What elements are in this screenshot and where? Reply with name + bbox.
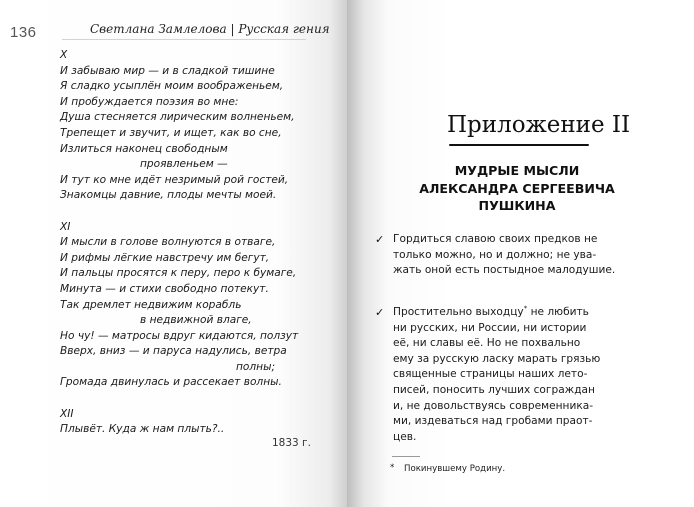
- footnote-divider: [392, 456, 420, 457]
- stanza-number: X: [60, 49, 68, 61]
- poem-line: полны;: [236, 360, 276, 373]
- quote-line: и, не довольствуясь современника-: [393, 399, 594, 412]
- quote-item: [375, 232, 675, 279]
- stanza-xii: [60, 407, 310, 438]
- poem: [60, 48, 310, 453]
- quote-line: жать оной есть постыдное малодушие.: [393, 264, 616, 277]
- footnote-mark: *: [390, 463, 395, 473]
- footnote: [390, 463, 506, 474]
- poem-line: И рифмы лёгкие навстречу им бегут,: [60, 251, 270, 264]
- poem-line: Вверх, вниз — и паруса надулись, ветра: [60, 345, 287, 358]
- quote-line: [393, 305, 675, 321]
- page-number: 136: [10, 24, 37, 41]
- quote-line: цев.: [393, 430, 417, 443]
- poem-line: Трепещет и звучит, и ищет, как во сне,: [60, 126, 282, 139]
- poem-line: в недвижной влаге,: [140, 314, 252, 327]
- appendix-underline: [449, 144, 589, 146]
- right-page: [347, 0, 694, 507]
- checkmark-icon: ✓: [375, 306, 385, 319]
- poem-line: Так дремлет недвижим корабль: [60, 298, 242, 311]
- poem-line: И пробуждается поэзия во мне:: [60, 95, 239, 108]
- poem-line: Громада двинулась и рассекает волны.: [60, 376, 282, 389]
- footnote-reference: *: [523, 304, 528, 313]
- quote-line: ми, издеваться над гробами праот-: [393, 415, 593, 428]
- quote-line: ему за русскую ласку марать грязью: [393, 352, 601, 365]
- poem-line: И забываю мир — и в сладкой тишине: [60, 64, 275, 77]
- poem-line: Плывёт. Куда ж нам плыть?..: [60, 423, 225, 436]
- poem-line: проявленьем —: [140, 158, 228, 171]
- poem-date: 1833 г.: [272, 437, 311, 449]
- poem-line: Душа стесняется лирическим волненьем,: [60, 111, 295, 124]
- header-divider: [62, 39, 306, 40]
- running-header: Светлана Замлелова | Русская гения: [90, 22, 330, 36]
- quote-text: [393, 232, 675, 279]
- quote-line: писей, поносить лучших сограждан: [393, 383, 595, 396]
- quote-line: Гордиться славою своих предков не: [393, 233, 598, 245]
- appendix-title: Приложение II: [447, 112, 631, 138]
- checkmark-icon: ✓: [375, 233, 385, 246]
- quote-line: ни русских, ни России, ни истории: [393, 321, 587, 334]
- poem-line: Излиться наконец свободным: [60, 142, 228, 155]
- quote-item: [375, 305, 675, 445]
- poem-line: И тут ко мне идёт незримый рой гостей,: [60, 173, 289, 186]
- stanza-xi: [60, 220, 310, 392]
- poem-line: Знакомцы давние, плоды мечты моей.: [60, 189, 277, 202]
- quote-line: только можно, но и должно; не ува-: [393, 248, 597, 261]
- section-heading: [397, 162, 637, 215]
- poem-line: Минута — и стихи свободно потекут.: [60, 282, 269, 295]
- stanza-x: [60, 48, 310, 204]
- quote-text: [393, 305, 675, 445]
- poem-line: И мысли в голове волнуются в отваге,: [60, 236, 276, 249]
- poem-line: Но чу! — матросы вдруг кидаются, ползут: [60, 329, 299, 342]
- quote-text-start: Простительно выходцу: [393, 306, 524, 318]
- poem-line: Я сладко усыплён моим воображеньем,: [60, 80, 284, 93]
- poem-line: И пальцы просятся к перу, перо к бумаге,: [60, 267, 297, 280]
- heading-line: МУДРЫЕ МЫСЛИ: [454, 163, 580, 178]
- quote-text-end: не любить: [527, 306, 589, 318]
- stanza-number: XII: [60, 407, 74, 420]
- heading-line: АЛЕКСАНДРА СЕРГЕЕВИЧА: [419, 180, 615, 196]
- footnote-text: Покинувшему Родину.: [404, 464, 506, 474]
- quote-line: священные страницы наших лето-: [393, 368, 588, 381]
- heading-line: ПУШКИНА: [478, 198, 556, 214]
- appendix-title-block: [447, 108, 631, 152]
- quote-line: её, ни славы её. Но не похвально: [393, 337, 581, 350]
- stanza-number: XI: [60, 220, 71, 233]
